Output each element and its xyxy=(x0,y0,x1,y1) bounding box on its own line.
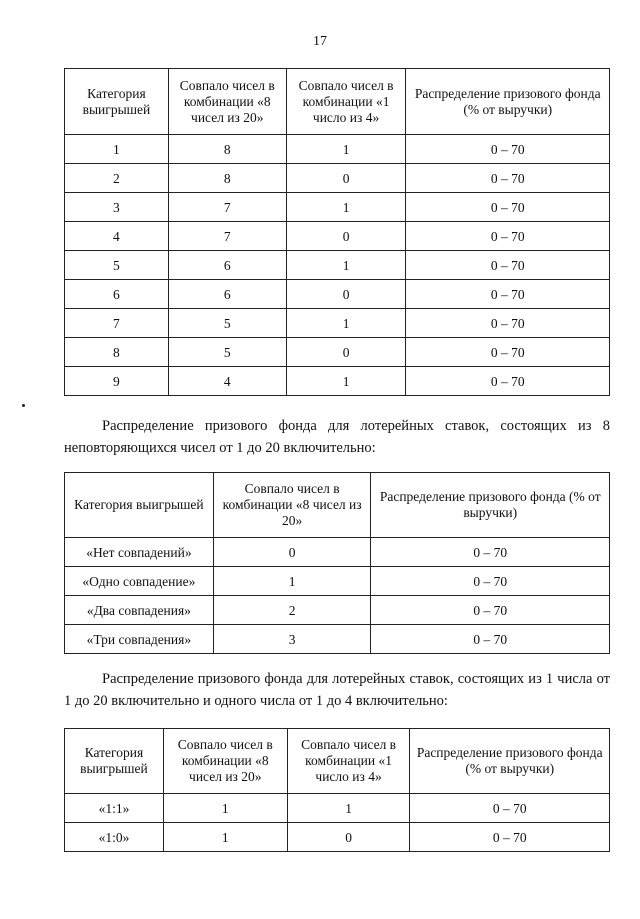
cell-match-1: 0 xyxy=(286,280,406,309)
cell-prize: 0 – 70 xyxy=(406,164,610,193)
cell-category: «Одно совпадение» xyxy=(65,567,214,596)
cell-prize: 0 – 70 xyxy=(371,538,610,567)
cell-match-1: 1 xyxy=(286,367,406,396)
cell-match-8: 4 xyxy=(168,367,286,396)
cell-match-8: 7 xyxy=(168,193,286,222)
header-prize-distribution: Распределение призового фонда (% от выручки) xyxy=(371,473,610,538)
table-row xyxy=(65,538,610,567)
header-match-1-of-4: Совпало чисел в комбинации «1 число из 4» xyxy=(287,729,410,794)
cell-prize: 0 – 70 xyxy=(371,567,610,596)
header-category: Категория выигрышей xyxy=(65,729,164,794)
cell-prize: 0 – 70 xyxy=(406,338,610,367)
cell-prize: 0 – 70 xyxy=(406,280,610,309)
cell-prize: 0 – 70 xyxy=(371,596,610,625)
table-row xyxy=(65,367,610,396)
cell-match-8: 7 xyxy=(168,222,286,251)
cell-match-1: 0 xyxy=(286,222,406,251)
cell-match-1: 0 xyxy=(286,338,406,367)
table-row xyxy=(65,222,610,251)
table-row xyxy=(65,596,610,625)
cell-category: «1:0» xyxy=(65,823,164,852)
cell-match-8: 2 xyxy=(213,596,371,625)
cell-match-1: 1 xyxy=(286,251,406,280)
header-match-1-of-4: Совпало чисел в комбинации «1 число из 4» xyxy=(286,69,406,135)
table-row xyxy=(65,338,610,367)
header-prize-distribution: Распределение призового фонда (% от выручки) xyxy=(410,729,610,794)
table-header-row xyxy=(65,729,610,794)
header-match-8-of-20: Совпало чисел в комбинации «8 чисел из 20» xyxy=(163,729,287,794)
cell-match-8: 1 xyxy=(213,567,371,596)
paragraph-8-numbers: Распределение призового фонда для лотерейных ставок, состоящих из 8 неповторяющихся чисел от 1 до 20 включительно: xyxy=(64,418,610,456)
cell-match-8: 6 xyxy=(168,280,286,309)
cell-match-1: 1 xyxy=(286,309,406,338)
table-row xyxy=(65,193,610,222)
cell-category: 3 xyxy=(65,193,169,222)
cell-category: 7 xyxy=(65,309,169,338)
cell-category: 5 xyxy=(65,251,169,280)
cell-match-8: 5 xyxy=(168,309,286,338)
cell-category: «Три совпадения» xyxy=(65,625,214,654)
table-row xyxy=(65,309,610,338)
table-row xyxy=(65,251,610,280)
table-row xyxy=(65,164,610,193)
header-prize-distribution: Распределение призового фонда (% от выручки) xyxy=(406,69,610,135)
page-number: 17 xyxy=(313,34,327,49)
stray-mark xyxy=(22,404,25,407)
cell-category: 1 xyxy=(65,135,169,164)
header-category: Категория выигрышей xyxy=(65,473,214,538)
cell-match-8: 8 xyxy=(168,164,286,193)
cell-prize: 0 – 70 xyxy=(406,309,610,338)
cell-prize: 0 – 70 xyxy=(406,251,610,280)
cell-category: «Два совпадения» xyxy=(65,596,214,625)
prize-table-1-number xyxy=(64,728,610,852)
cell-category: «1:1» xyxy=(65,794,164,823)
cell-category: 8 xyxy=(65,338,169,367)
cell-match-8: 6 xyxy=(168,251,286,280)
prize-table-8-of-20 xyxy=(64,472,610,654)
cell-match-1: 1 xyxy=(286,193,406,222)
cell-category: 4 xyxy=(65,222,169,251)
cell-prize: 0 – 70 xyxy=(406,135,610,164)
table-header-row xyxy=(65,473,610,538)
cell-prize: 0 – 70 xyxy=(406,222,610,251)
cell-match-8: 0 xyxy=(213,538,371,567)
cell-match-8: 1 xyxy=(163,823,287,852)
header-category: Категория выигрышей xyxy=(65,69,169,135)
table-row xyxy=(65,794,610,823)
cell-match-8: 8 xyxy=(168,135,286,164)
cell-match-1: 0 xyxy=(287,823,410,852)
cell-category: 9 xyxy=(65,367,169,396)
cell-prize: 0 – 70 xyxy=(406,367,610,396)
table-row xyxy=(65,280,610,309)
paragraph-1-number: Распределение призового фонда для лотерейных ставок, состоящих из 1 числа от 1 до 20 включительно и одного числа от 1 до 4 включительно: xyxy=(64,671,610,709)
cell-match-1: 1 xyxy=(286,135,406,164)
cell-prize: 0 – 70 xyxy=(410,794,610,823)
table-row xyxy=(65,823,610,852)
prize-table-main xyxy=(64,68,610,396)
cell-prize: 0 – 70 xyxy=(410,823,610,852)
cell-category: «Нет совпадений» xyxy=(65,538,214,567)
table-row xyxy=(65,567,610,596)
cell-category: 2 xyxy=(65,164,169,193)
table-row xyxy=(65,135,610,164)
cell-match-1: 1 xyxy=(287,794,410,823)
cell-category: 6 xyxy=(65,280,169,309)
table-header-row xyxy=(65,69,610,135)
cell-match-8: 3 xyxy=(213,625,371,654)
cell-prize: 0 – 70 xyxy=(371,625,610,654)
cell-match-8: 5 xyxy=(168,338,286,367)
cell-match-1: 0 xyxy=(286,164,406,193)
cell-prize: 0 – 70 xyxy=(406,193,610,222)
header-match-8-of-20: Совпало чисел в комбинации «8 чисел из 20» xyxy=(168,69,286,135)
table-row xyxy=(65,625,610,654)
cell-match-8: 1 xyxy=(163,794,287,823)
header-match-8-of-20: Совпало чисел в комбинации «8 чисел из 20» xyxy=(213,473,371,538)
